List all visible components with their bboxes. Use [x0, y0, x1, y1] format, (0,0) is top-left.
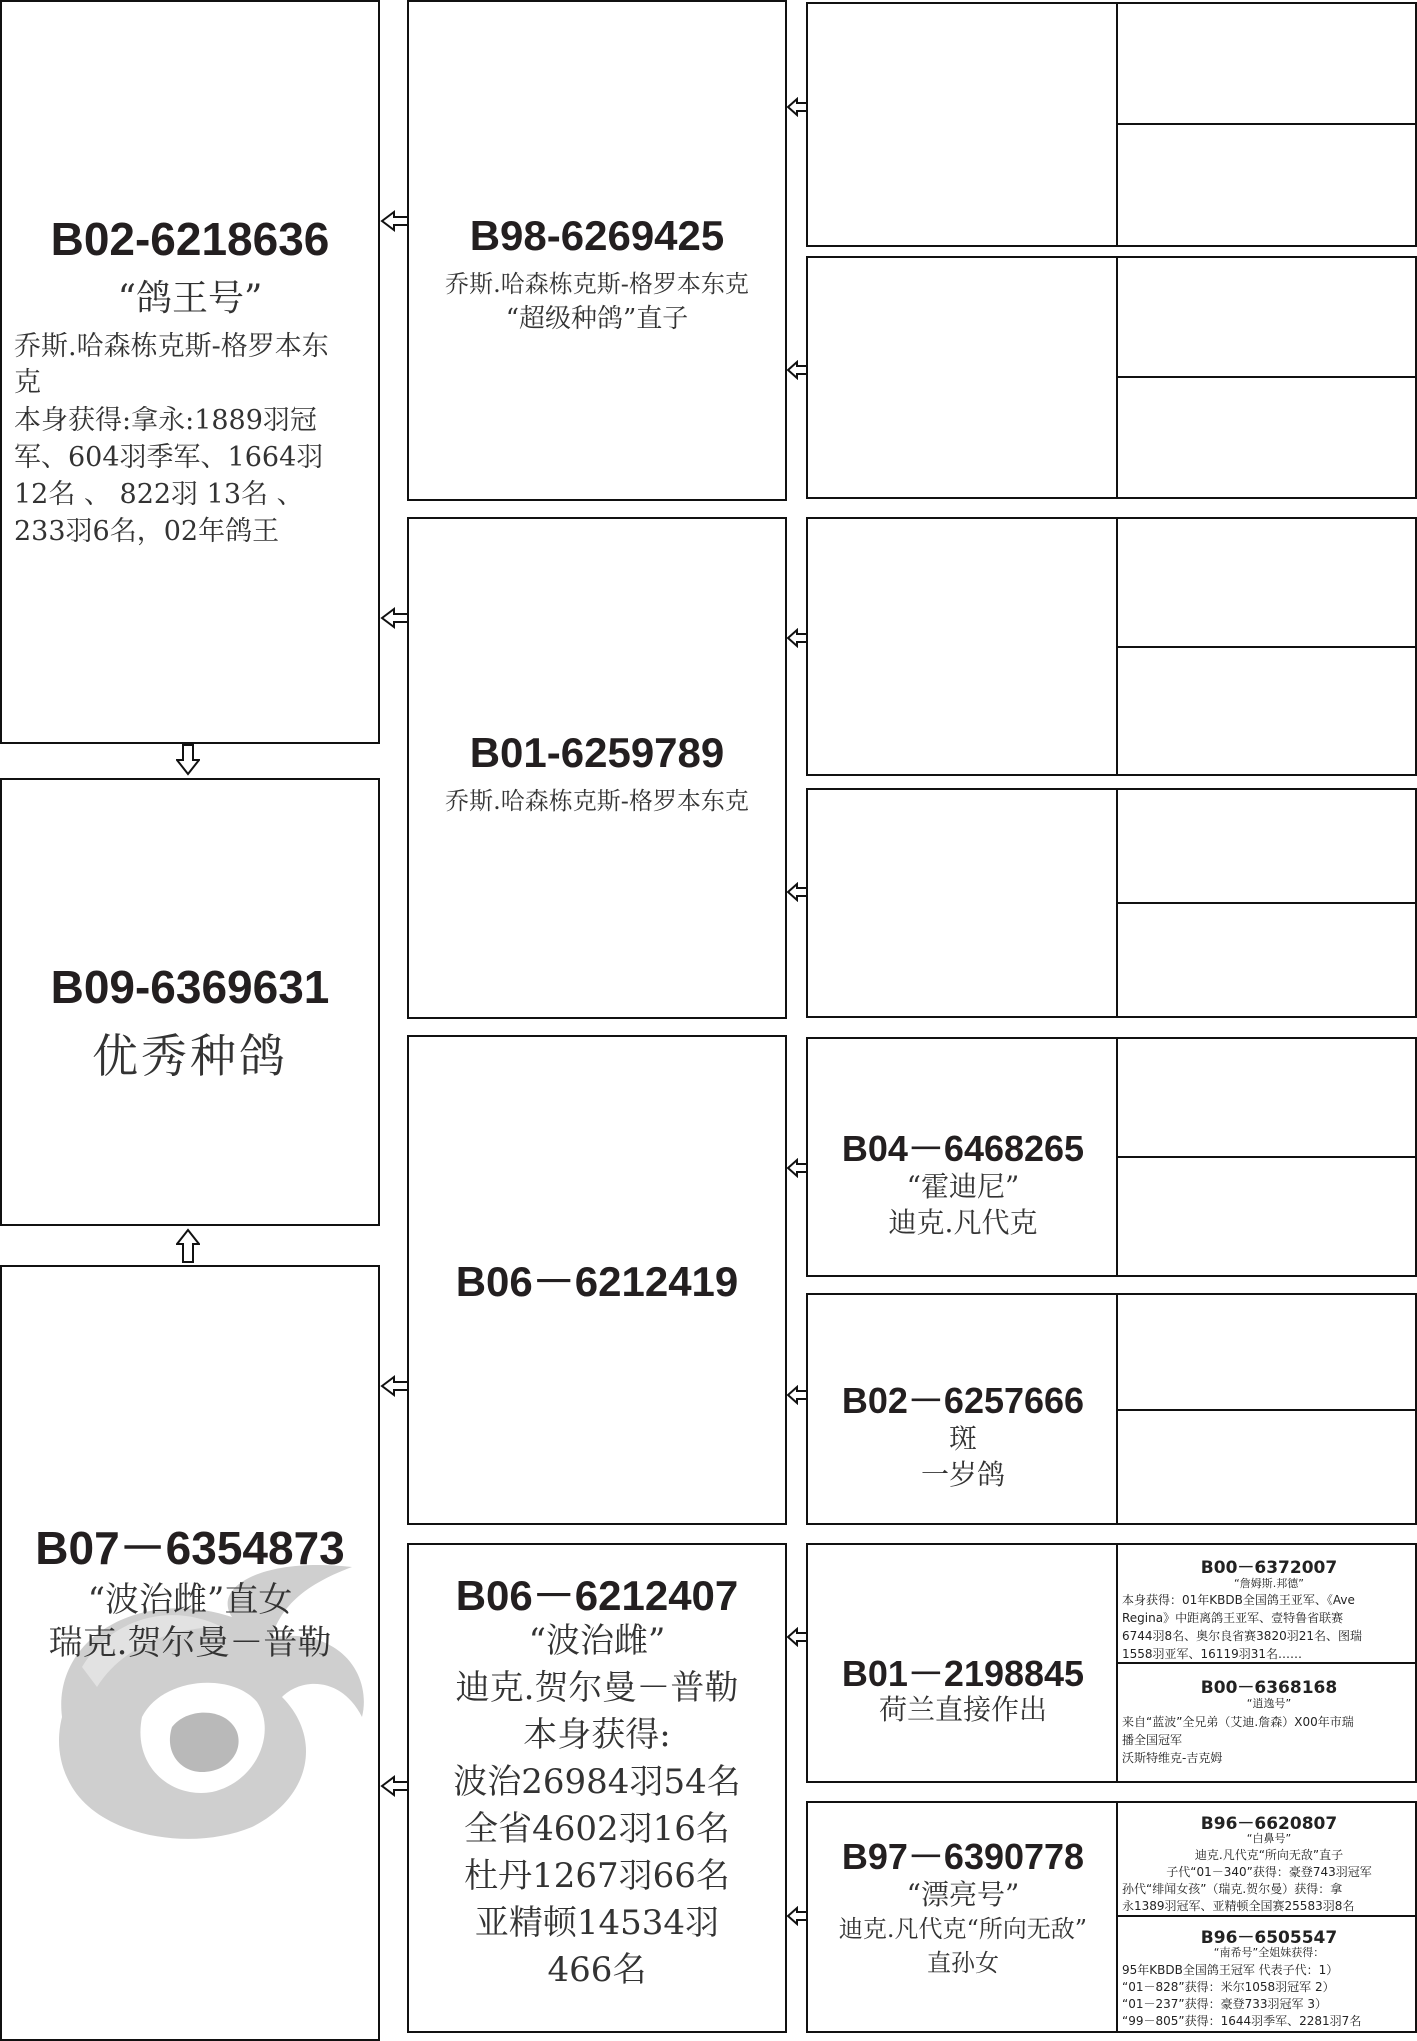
ggp-b-line2: 播全国冠军 — [1122, 1733, 1183, 1747]
sire-name: “鸽王号” — [117, 278, 263, 319]
ggp-d-line2: “01－828”获得：米尔1058羽冠军 2） — [1122, 1980, 1335, 1994]
dam-sire-sire-breeder: 迪克.凡代克 — [888, 1206, 1038, 1239]
dam-dam-stat-1: 波治26984羽54名 — [453, 1762, 741, 1802]
ggp-c-name: “白鼻号” — [1246, 1832, 1292, 1845]
dam-dam-name: “波治雌” — [528, 1621, 666, 1661]
dam-breeder: 瑞克.贺尔曼－普勒 — [48, 1623, 332, 1663]
left-arrow-icon — [786, 628, 808, 648]
sire-breeder-line2: 克 — [14, 367, 41, 398]
sire-sire-box — [407, 0, 787, 501]
sire-box — [0, 0, 380, 744]
subject-box — [0, 778, 380, 1226]
dam-ring-number: B07－6354873 — [35, 1522, 345, 1574]
ggp-b-line1: 来自“蓝波”全兄弟（艾迪.詹森）X00年市瑞 — [1122, 1715, 1354, 1729]
ggp-b-ring-number: B00－6368168 — [1200, 1678, 1338, 1698]
down-arrow-icon — [176, 744, 200, 776]
sire-sire-note: “超级种鸽”直子 — [505, 304, 689, 334]
sire-ring-number: B02-6218636 — [50, 213, 330, 265]
dam-dam-box — [407, 1543, 787, 2033]
left-arrow-icon — [786, 360, 808, 380]
sire-stats-line1: 本身获得:拿永:1889羽冠 — [14, 405, 317, 436]
left-arrow-icon — [786, 1385, 808, 1405]
dam-box — [0, 1265, 380, 2041]
dam-dam-stat-5: 466名 — [547, 1950, 647, 1990]
sire-dam-box — [407, 517, 787, 1019]
dam-sire-sire-ring-number: B04－6468265 — [841, 1128, 1085, 1169]
dam-sire-sire-name: “霍迪尼” — [906, 1170, 1020, 1203]
sire-stats-line2: 军、604羽季军、1664羽 — [14, 442, 324, 473]
sire-dam-breeder: 乔斯.哈森栋克斯-格罗本东克 — [445, 787, 749, 815]
ggp-a-line2: Regina》中距离鸽王亚军、壹特鲁省联赛 — [1122, 1611, 1344, 1625]
ggp-a-line1: 本身获得：01年KBDB全国鸽王亚军、《Ave — [1122, 1593, 1355, 1607]
sire-dam-ring-number: B01-6259789 — [469, 729, 725, 776]
ggp-d-line4: “99－805”获得：1644羽季军、2281羽7名 — [1122, 2014, 1362, 2028]
dam-sire-box — [407, 1035, 787, 1525]
ggp-b-name: “逍逸号” — [1246, 1697, 1292, 1710]
dam-sire-dam-color: 斑 — [948, 1422, 977, 1455]
sire-sire-breeder: 乔斯.哈森栋克斯-格罗本东克 — [445, 270, 749, 298]
sire-breeder-line1: 乔斯.哈森栋克斯-格罗本东 — [14, 331, 329, 362]
left-arrow-icon — [786, 1627, 808, 1647]
ggp-d-name: “南希号”全姐妹获得： — [1213, 1946, 1325, 1959]
up-arrow-icon — [176, 1228, 200, 1264]
dam-dam-dam-ring-number: B97－6390778 — [841, 1836, 1085, 1877]
ggp-a-name: “詹姆斯.邦德” — [1234, 1577, 1304, 1590]
left-arrow-icon — [786, 1906, 808, 1926]
ggp-a-line3: 6744羽8名、奥尔良省赛3820羽21名、图瑞 — [1122, 1629, 1362, 1643]
dam-dam-stat-4: 亚精顿14534羽 — [474, 1903, 720, 1943]
dam-dam-sire-ring-number: B01－2198845 — [841, 1653, 1085, 1694]
sire-stats-line4: 233羽6名，02年鸽王 — [14, 516, 280, 547]
subject-description: 优秀种鸽 — [92, 1029, 288, 1083]
ggp-c-line2: 子代“01－340”获得：豪登743羽冠军 — [1166, 1865, 1372, 1879]
ggp-a-ring-number: B00－6372007 — [1200, 1558, 1338, 1578]
sire-sire-ring-number: B98-6269425 — [469, 212, 725, 259]
dam-dam-stat-3: 杜丹1267羽66名 — [464, 1856, 730, 1896]
ggp-d-line1: 95年KBDB全国鸽王冠军 代表子代：1） — [1122, 1963, 1339, 1977]
dam-dam-stats-label: 本身获得: — [523, 1715, 671, 1755]
ggp-d-line3: “01－237”获得：豪登733羽冠军 3） — [1122, 1997, 1327, 2011]
dam-dam-dam-name: “漂亮号” — [906, 1878, 1020, 1911]
dam-name: “波治雌”直女 — [87, 1580, 293, 1620]
dam-dam-sire-origin: 荷兰直接作出 — [878, 1693, 1047, 1726]
left-arrow-icon — [380, 607, 410, 629]
ggp-c-line4: 永1389羽冠军、亚精顿全国赛25583羽8名 — [1122, 1899, 1355, 1913]
dam-dam-breeder: 迪克.贺尔曼－普勒 — [455, 1668, 739, 1708]
ggp-c-line3: 孙代“绯闻女孩”（瑞克.贺尔曼）获得：拿 — [1122, 1882, 1343, 1896]
ggp-c-line1: 迪克.凡代克“所向无敌”直子 — [1194, 1848, 1344, 1862]
left-arrow-icon — [786, 882, 808, 902]
ggp-c-ring-number: B96－6620807 — [1200, 1814, 1338, 1834]
ggp-b-line3: 沃斯特维克-吉克姆 — [1122, 1751, 1223, 1765]
left-arrow-icon — [380, 1775, 410, 1797]
dam-sire-dam-age: 一岁鸽 — [920, 1458, 1005, 1491]
dam-dam-dam-breeder: 迪克.凡代克“所向无敌” — [838, 1915, 1088, 1943]
left-arrow-icon — [380, 1375, 410, 1397]
dam-dam-dam-note: 直孙女 — [927, 1949, 999, 1977]
left-arrow-icon — [786, 97, 808, 117]
ggp-d-ring-number: B96－6505547 — [1200, 1928, 1338, 1948]
dam-dam-ring-number: B06－6212407 — [455, 1572, 739, 1619]
dam-sire-dam-ring-number: B02－6257666 — [841, 1380, 1085, 1421]
subject-ring-number: B09-6369631 — [50, 961, 330, 1013]
dam-sire-ring-number: B06－6212419 — [455, 1258, 739, 1305]
left-arrow-icon — [380, 210, 410, 232]
dam-dam-stat-2: 全省4602羽16名 — [464, 1809, 730, 1849]
dam-dam-dam-box — [806, 1801, 1417, 2033]
ggp-a-line4: 1558羽亚军、16119羽31名…… — [1122, 1647, 1302, 1661]
sire-stats-line3: 12名 、 822羽 13名 、 — [14, 479, 304, 510]
left-arrow-icon — [786, 1158, 808, 1178]
